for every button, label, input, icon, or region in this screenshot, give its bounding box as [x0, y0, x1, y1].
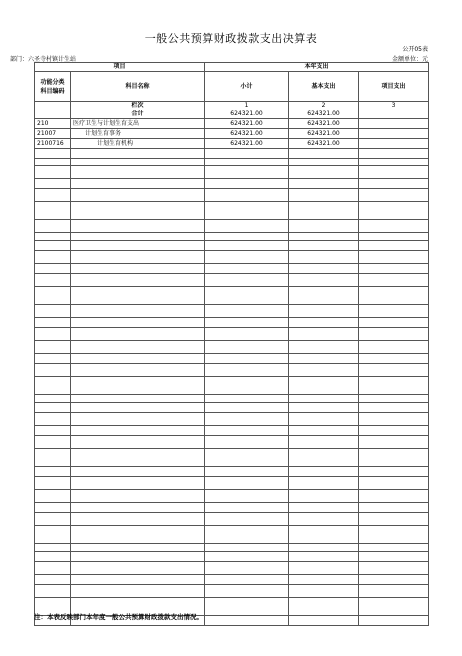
empty-cell [35, 264, 71, 274]
empty-cell [35, 467, 71, 477]
empty-cell [359, 251, 429, 264]
empty-cell [289, 354, 359, 364]
row-project [359, 139, 429, 149]
empty-cell [205, 526, 289, 544]
table-row [35, 119, 429, 129]
empty-cell [289, 544, 359, 552]
empty-cell [289, 166, 359, 179]
empty-row [35, 490, 429, 503]
empty-cell [35, 526, 71, 544]
row-code: 2100716 [35, 139, 71, 149]
empty-cell [359, 233, 429, 241]
empty-cell [359, 426, 429, 436]
row-subtotal: 624321.00 [205, 129, 289, 139]
empty-cell [71, 467, 205, 477]
empty-cell [289, 490, 359, 503]
total-project [359, 110, 429, 119]
empty-cell [205, 341, 289, 354]
empty-row [35, 436, 429, 449]
empty-cell [359, 513, 429, 526]
row-basic: 624321.00 [289, 139, 359, 149]
empty-cell [205, 328, 289, 341]
empty-cell [359, 526, 429, 544]
empty-cell [71, 513, 205, 526]
empty-cell [205, 241, 289, 251]
total-label: 合计 [71, 110, 205, 119]
empty-cell [35, 585, 71, 598]
empty-cell [289, 179, 359, 189]
row-basic: 624321.00 [289, 119, 359, 129]
empty-cell [71, 395, 205, 403]
empty-cell [289, 220, 359, 233]
row-subtotal: 624321.00 [205, 139, 289, 149]
empty-cell [289, 395, 359, 403]
empty-cell [205, 436, 289, 449]
empty-cell [205, 149, 289, 159]
empty-cell [205, 354, 289, 364]
empty-cell [35, 328, 71, 341]
empty-cell [205, 403, 289, 413]
table-row [35, 139, 429, 149]
empty-row [35, 233, 429, 241]
empty-cell [205, 287, 289, 305]
empty-cell [71, 449, 205, 467]
total-basic: 624321.00 [289, 110, 359, 119]
empty-cell [205, 264, 289, 274]
index-col-3: 3 [359, 102, 429, 111]
empty-cell [359, 585, 429, 598]
empty-cell [289, 467, 359, 477]
index-col-1: 1 [205, 102, 289, 111]
empty-cell [289, 526, 359, 544]
empty-cell [35, 287, 71, 305]
empty-cell [205, 159, 289, 166]
empty-cell [35, 575, 71, 585]
empty-row [35, 562, 429, 575]
empty-cell [35, 233, 71, 241]
empty-row [35, 318, 429, 328]
empty-cell [71, 585, 205, 598]
empty-cell [359, 395, 429, 403]
empty-cell [71, 328, 205, 341]
empty-cell [359, 477, 429, 490]
empty-cell [289, 264, 359, 274]
empty-cell [35, 403, 71, 413]
empty-cell [205, 166, 289, 179]
unit-label: 金额单位：元 [391, 56, 428, 63]
empty-cell [359, 413, 429, 426]
empty-cell [35, 426, 71, 436]
header-subtotal: 小计 [205, 72, 289, 102]
header-project: 项目 [35, 63, 205, 72]
empty-cell [205, 189, 289, 202]
empty-cell [35, 490, 71, 503]
empty-cell [71, 166, 205, 179]
empty-row [35, 426, 429, 436]
empty-cell [359, 403, 429, 413]
empty-cell [289, 403, 359, 413]
empty-cell [71, 233, 205, 241]
empty-cell [71, 354, 205, 364]
empty-row [35, 179, 429, 189]
empty-cell [205, 202, 289, 220]
empty-cell [289, 585, 359, 598]
empty-cell [35, 413, 71, 426]
empty-row [35, 166, 429, 179]
empty-cell [359, 562, 429, 575]
empty-cell [359, 341, 429, 354]
empty-cell [35, 202, 71, 220]
empty-cell [71, 526, 205, 544]
empty-cell [289, 575, 359, 585]
empty-cell [71, 426, 205, 436]
total-code-cell [35, 110, 71, 119]
empty-cell [359, 274, 429, 287]
row-project [359, 129, 429, 139]
empty-cell [289, 413, 359, 426]
empty-cell [359, 328, 429, 341]
empty-row [35, 305, 429, 318]
empty-cell [71, 251, 205, 264]
empty-row [35, 189, 429, 202]
empty-cell [359, 552, 429, 562]
empty-cell [289, 318, 359, 328]
empty-cell [71, 189, 205, 202]
empty-row [35, 467, 429, 477]
empty-cell [289, 562, 359, 575]
empty-row [35, 220, 429, 233]
empty-cell [71, 403, 205, 413]
empty-cell [71, 202, 205, 220]
empty-cell [205, 544, 289, 552]
empty-cell [359, 354, 429, 364]
empty-row [35, 544, 429, 552]
empty-cell [205, 364, 289, 377]
footnote: 注：本表反映部门本年度一般公共预算财政拨款支出情况。 [34, 613, 203, 621]
empty-cell [289, 251, 359, 264]
empty-cell [359, 544, 429, 552]
empty-cell [71, 552, 205, 562]
empty-cell [71, 364, 205, 377]
empty-cell [35, 179, 71, 189]
empty-cell [205, 503, 289, 513]
empty-row [35, 364, 429, 377]
empty-cell [289, 341, 359, 354]
empty-cell [205, 585, 289, 598]
empty-cell [35, 318, 71, 328]
empty-cell [359, 287, 429, 305]
empty-cell [205, 377, 289, 395]
empty-cell [289, 189, 359, 202]
empty-cell [359, 159, 429, 166]
empty-cell [205, 179, 289, 189]
empty-row [35, 585, 429, 598]
empty-cell [35, 449, 71, 467]
empty-cell [205, 426, 289, 436]
empty-cell [71, 159, 205, 166]
empty-row [35, 477, 429, 490]
empty-row [35, 202, 429, 220]
empty-cell [35, 241, 71, 251]
empty-cell [35, 354, 71, 364]
empty-cell [71, 490, 205, 503]
empty-cell [35, 159, 71, 166]
empty-cell [35, 513, 71, 526]
empty-cell [205, 274, 289, 287]
empty-row [35, 575, 429, 585]
header-basic-expense: 基本支出 [289, 72, 359, 102]
empty-cell [359, 241, 429, 251]
empty-cell [205, 467, 289, 477]
row-code: 210 [35, 119, 71, 129]
empty-cell [205, 318, 289, 328]
empty-cell [35, 562, 71, 575]
empty-cell [289, 241, 359, 251]
empty-cell [359, 467, 429, 477]
empty-cell [35, 274, 71, 287]
empty-row [35, 503, 429, 513]
empty-row [35, 403, 429, 413]
table-row [35, 129, 429, 139]
row-code: 21007 [35, 129, 71, 139]
empty-cell [359, 220, 429, 233]
empty-row [35, 413, 429, 426]
empty-cell [205, 616, 289, 626]
row-name: 计划生育机构 [71, 139, 205, 149]
empty-cell [205, 477, 289, 490]
empty-cell [289, 149, 359, 159]
empty-cell [289, 598, 359, 616]
empty-cell [35, 220, 71, 233]
empty-cell [71, 436, 205, 449]
empty-cell [205, 395, 289, 403]
empty-cell [71, 377, 205, 395]
empty-cell [35, 341, 71, 354]
empty-cell [35, 251, 71, 264]
row-name: 计划生育事务 [71, 129, 205, 139]
header-subject-name: 科目名称 [71, 72, 205, 102]
empty-cell [35, 552, 71, 562]
empty-row [35, 287, 429, 305]
empty-row [35, 241, 429, 251]
empty-row [35, 513, 429, 526]
empty-cell [205, 562, 289, 575]
expense-table [34, 62, 429, 626]
empty-row [35, 449, 429, 467]
empty-cell [35, 166, 71, 179]
index-col-2: 2 [289, 102, 359, 111]
header-func-code: 功能分类 科目编码 [35, 72, 71, 102]
row-project [359, 119, 429, 129]
empty-cell [289, 364, 359, 377]
empty-cell [359, 436, 429, 449]
empty-cell [359, 166, 429, 179]
empty-cell [289, 477, 359, 490]
empty-cell [205, 305, 289, 318]
empty-cell [289, 305, 359, 318]
empty-cell [359, 202, 429, 220]
empty-cell [71, 287, 205, 305]
empty-cell [289, 377, 359, 395]
empty-cell [205, 413, 289, 426]
empty-cell [71, 544, 205, 552]
empty-cell [71, 179, 205, 189]
empty-cell [205, 251, 289, 264]
empty-cell [205, 449, 289, 467]
empty-cell [289, 202, 359, 220]
empty-row [35, 377, 429, 395]
empty-cell [359, 503, 429, 513]
row-subtotal: 624321.00 [205, 119, 289, 129]
department-label: 部门：六圣寺村镇计生站 [10, 56, 77, 63]
empty-cell [35, 544, 71, 552]
empty-row [35, 251, 429, 264]
empty-cell [289, 426, 359, 436]
empty-cell [71, 318, 205, 328]
empty-cell [71, 341, 205, 354]
empty-cell [359, 318, 429, 328]
row-name: 医疗卫生与计划生育支出 [71, 119, 205, 129]
empty-cell [71, 503, 205, 513]
empty-cell [359, 575, 429, 585]
empty-cell [71, 274, 205, 287]
empty-row [35, 354, 429, 364]
empty-row [35, 274, 429, 287]
empty-cell [35, 395, 71, 403]
empty-cell [289, 513, 359, 526]
empty-cell [289, 449, 359, 467]
empty-cell [359, 189, 429, 202]
empty-cell [289, 503, 359, 513]
empty-cell [289, 274, 359, 287]
empty-row [35, 264, 429, 274]
empty-cell [71, 149, 205, 159]
empty-cell [205, 513, 289, 526]
empty-cell [359, 377, 429, 395]
row-basic: 624321.00 [289, 129, 359, 139]
header-current-year-expense: 本年支出 [205, 63, 429, 72]
index-row-label: 栏次 [71, 102, 205, 111]
empty-cell [289, 328, 359, 341]
empty-cell [289, 159, 359, 166]
empty-cell [205, 490, 289, 503]
empty-row [35, 395, 429, 403]
empty-cell [35, 377, 71, 395]
empty-cell [205, 233, 289, 241]
empty-cell [71, 413, 205, 426]
empty-cell [359, 179, 429, 189]
empty-cell [71, 220, 205, 233]
empty-rows [35, 149, 429, 626]
empty-cell [35, 436, 71, 449]
empty-row [35, 159, 429, 166]
empty-cell [205, 552, 289, 562]
empty-row [35, 526, 429, 544]
empty-cell [35, 189, 71, 202]
empty-cell [35, 503, 71, 513]
empty-cell [35, 477, 71, 490]
empty-cell [359, 490, 429, 503]
empty-cell [71, 477, 205, 490]
header-project-expense: 项目支出 [359, 72, 429, 102]
report-title: 一般公共预算财政拨款支出决算表 [144, 32, 318, 45]
empty-cell [71, 575, 205, 585]
empty-cell [359, 149, 429, 159]
empty-cell [359, 616, 429, 626]
empty-cell [289, 233, 359, 241]
form-id: 公开05表 [402, 46, 428, 53]
empty-row [35, 552, 429, 562]
empty-cell [71, 264, 205, 274]
index-code-cell [35, 102, 71, 111]
empty-cell [71, 562, 205, 575]
empty-cell [289, 552, 359, 562]
empty-cell [205, 598, 289, 616]
empty-row [35, 328, 429, 341]
empty-cell [205, 575, 289, 585]
total-subtotal: 624321.00 [205, 110, 289, 119]
empty-cell [359, 598, 429, 616]
empty-cell [359, 264, 429, 274]
empty-cell [35, 149, 71, 159]
empty-cell [205, 220, 289, 233]
empty-cell [35, 305, 71, 318]
empty-cell [35, 364, 71, 377]
empty-row [35, 149, 429, 159]
empty-cell [289, 616, 359, 626]
empty-cell [71, 305, 205, 318]
empty-cell [359, 364, 429, 377]
empty-cell [289, 287, 359, 305]
empty-cell [359, 305, 429, 318]
empty-row [35, 341, 429, 354]
empty-cell [289, 436, 359, 449]
empty-cell [71, 241, 205, 251]
empty-cell [359, 449, 429, 467]
